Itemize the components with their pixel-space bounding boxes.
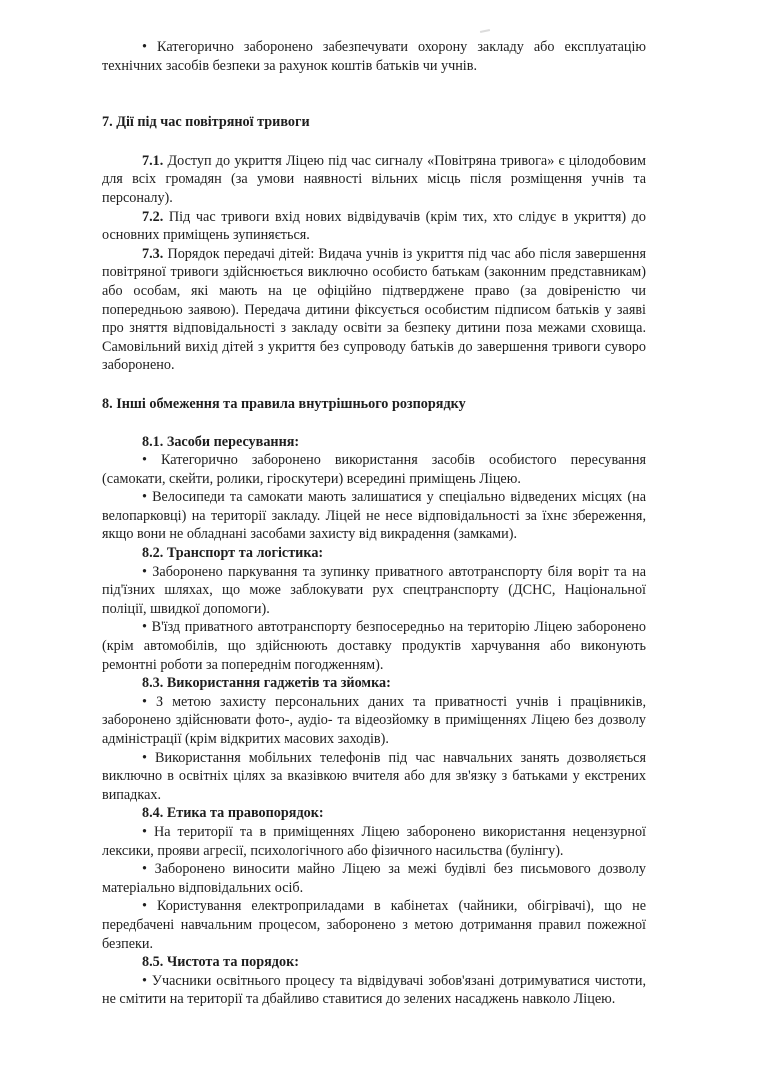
list-item: • Заборонено виносити майно Ліцею за межі будівлі без письмового дозволу матеріально відповідальних осіб. [102,860,646,897]
section-8-heading: 8. Інші обмеження та правила внутрішнього розпорядку [102,395,466,412]
list-item: • Категорично заборонено використання засобів особистого пересування (самокати, скейти, ролики, гіроскутери) всередині приміщень Ліцею. [102,451,646,488]
subsection-8-4-title: 8.4. Етика та правопорядок: [142,805,324,822]
spacer [102,75,646,113]
item-7-2 [102,208,646,245]
top-bullet: • Категорично заборонено забезпечувати охорону закладу або експлуатацію технічних засобів безпеки за рахунок коштів батьків чи учнів. [102,38,646,75]
item-text: Під час тривоги вхід нових відвідувачів (крім тих, хто слідує в укриття) до основних приміщень зупиняється. [102,208,646,244]
list-item: • На території та в приміщеннях Ліцею заборонено використання нецензурної лексики, прояви агресії, психологічного або фізичного насильства (булінгу). [102,823,646,860]
item-7-3 [102,245,646,375]
item-7-1 [102,152,646,208]
item-text: Доступ до укриття Ліцею під час сигналу «Повітряна тривога» є цілодобовим для всіх громадян (за умови наявності вільних місць після розміщення учнів та персоналу). [102,152,646,206]
subsection-8-5-title: 8.5. Чистота та порядок: [142,954,299,971]
spacer [102,414,646,433]
section-7-heading: 7. Дії під час повітряної тривоги [102,114,310,131]
list-item: • З метою захисту персональних даних та приватності учнів і працівників, заборонено здійснювати фото-, аудіо- та відеозйомку в приміщеннях Ліцею без дозволу адміністрації (крім відкритих масових заходів). [102,693,646,749]
item-text: Порядок передачі дітей: Видача учнів із укриття під час або після завершення повітряної тривоги здійснюється виключно особисто батькам (законним представникам) або особам, які мають на це офіційно підтверджене право (за довіреністю чи попередньою заявою). Передача дитини фіксується особистим підписом батьків у заяві про зняття відповідальності з закладу освіти за безпеку дитини поза межами сховища. Самовільний вихід дітей з укриття без супроводу батьків до завершення тривоги суворо заборонено. [102,245,646,374]
list-item: • Учасники освітнього процесу та відвідувачі зобов'язані дотримуватися чистоти, не смітити на території та дбайливо ставитися до зелених насаджень навколо Ліцею. [102,972,646,1009]
spacer [102,132,646,152]
document-page [102,38,646,1009]
item-number: 7.2. [142,208,164,225]
spacer [102,375,646,395]
item-number: 7.1. [142,152,164,169]
scan-artifact [480,29,490,33]
list-item: • Використання мобільних телефонів під час навчальних занять дозволяється виключно в освітніх цілях за вказівкою вчителя або для зв'язку з батьками у екстрених випадках. [102,749,646,805]
subsection-8-3-title: 8.3. Використання гаджетів та зйомка: [142,675,391,692]
subsection-8-1-title: 8.1. Засоби пересування: [142,433,300,450]
list-item: • Заборонено паркування та зупинку приватного автотранспорту біля воріт та на під'їзних шляхах, що може заблокувати рух спецтранспорту (ДСНС, Національної поліції, швидкої допомоги). [102,563,646,619]
item-number: 7.3. [142,245,164,262]
list-item: • Велосипеди та самокати мають залишатися у спеціально відведених місцях (на велопарковці) на території закладу. Ліцей не несе відповідальності за їхнє збереження, якщо вони не обладнані засобами захисту від викрадення (замками). [102,488,646,544]
list-item: • Користування електроприладами в кабінетах (чайники, обігрівачі), що не передбачені навчальним процесом, заборонено з метою дотримання правил пожежної безпеки. [102,897,646,953]
subsection-8-2-title: 8.2. Транспорт та логістика: [142,545,324,562]
list-item: • В'їзд приватного автотранспорту безпосередньо на територію Ліцею заборонено (крім автомобілів, що здійснюють доставку продуктів харчування або виконують ремонтні роботи за попереднім погодженням). [102,618,646,674]
